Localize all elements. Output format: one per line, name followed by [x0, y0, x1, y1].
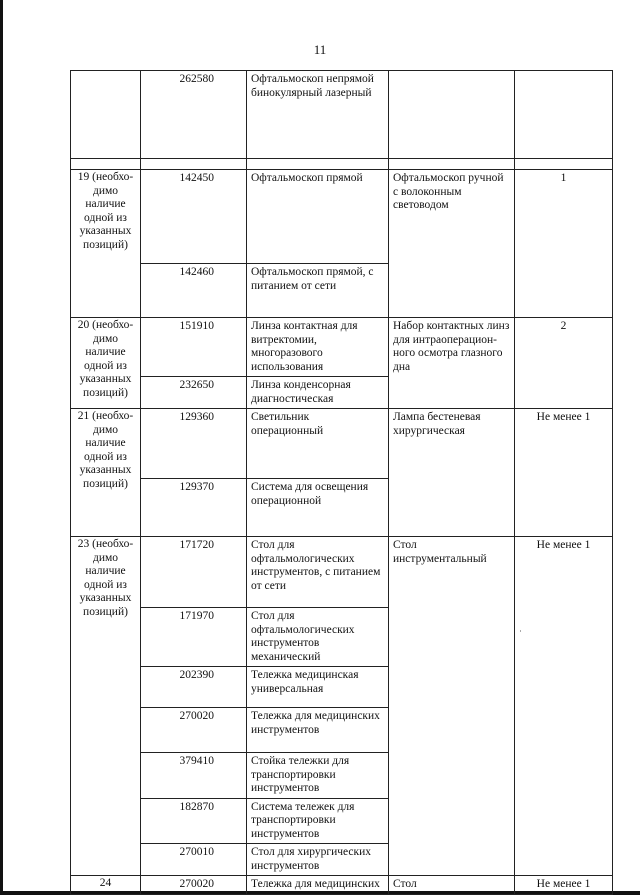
position-number-cell: 24 — [71, 876, 141, 895]
nomenclature-name-cell: Тележка медицинская универсальная — [247, 667, 389, 708]
table-row — [71, 537, 613, 608]
equipment-name-cell: Офтальмоскоп ручной с волоконным световодом — [389, 170, 515, 318]
nomenclature-code-cell: 142450 — [141, 170, 247, 264]
nomenclature-name-cell: Офтальмоскоп прямой — [247, 170, 389, 264]
equipment-name-cell: Лампа бестеневая хирургическая — [389, 409, 515, 537]
nomenclature-code-cell: 232650 — [141, 377, 247, 409]
nomenclature-code-cell: 129370 — [141, 479, 247, 537]
table-container — [70, 70, 612, 890]
equipment-name-cell — [389, 71, 515, 159]
equipment-table — [70, 70, 613, 895]
equipment-name-cell: Набор контактных линз для интраоперацион- ного осмотра глазного дна — [389, 318, 515, 409]
nomenclature-code-cell: 151910 — [141, 318, 247, 377]
nomenclature-code-cell: 270020 — [141, 876, 247, 895]
table-body — [71, 71, 613, 895]
empty-cell — [389, 159, 515, 170]
nomenclature-code-cell: 270020 — [141, 708, 247, 753]
nomenclature-code-cell: 171970 — [141, 608, 247, 667]
position-number-cell — [71, 71, 141, 159]
spacer-row — [71, 159, 613, 170]
equipment-name-cell: Стол инструментальный — [389, 537, 515, 876]
nomenclature-name-cell: Офтальмоскоп прямой, с питанием от сети — [247, 264, 389, 318]
quantity-cell: Не менее 1 — [515, 537, 613, 876]
nomenclature-code-cell: 171720 — [141, 537, 247, 608]
empty-cell — [247, 159, 389, 170]
position-number-cell: 23 (необхо- димо наличие одной из указанных позиций) — [71, 537, 141, 876]
table-row — [71, 876, 613, 895]
nomenclature-name-cell: Офтальмоскоп непрямой бинокулярный лазерный — [247, 71, 389, 159]
page-number: 11 — [313, 42, 327, 57]
nomenclature-name-cell: Стол для офтальмологических инструментов, с питанием от сети — [247, 537, 389, 608]
empty-cell — [515, 159, 613, 170]
nomenclature-code-cell: 202390 — [141, 667, 247, 708]
nomenclature-name-cell: Светильник операционный — [247, 409, 389, 479]
table-row — [71, 318, 613, 377]
empty-cell — [71, 159, 141, 170]
quantity-cell: Не менее 1 — [515, 409, 613, 537]
nomenclature-name-cell: Стол для хирургических инструментов — [247, 844, 389, 876]
position-number-cell: 19 (необхо- димо наличие одной из указанных позиций) — [71, 170, 141, 318]
nomenclature-code-cell: 379410 — [141, 753, 247, 799]
table-row — [71, 71, 613, 159]
table-row — [71, 170, 613, 264]
table-row — [71, 409, 613, 479]
nomenclature-name-cell: Тележка для медицинских — [247, 876, 389, 895]
nomenclature-name-cell: Тележка для медицинских инструментов — [247, 708, 389, 753]
nomenclature-name-cell: Стойка тележки для транспортировки инструментов — [247, 753, 389, 799]
quantity-cell: Не менее 1 — [515, 876, 613, 895]
equipment-name-cell: Стол — [389, 876, 515, 895]
position-number-cell: 20 (необхо- димо наличие одной из указанных позиций) — [71, 318, 141, 409]
position-number-cell: 21 (необхо- димо наличие одной из указанных позиций) — [71, 409, 141, 537]
nomenclature-code-cell: 142460 — [141, 264, 247, 318]
nomenclature-name-cell: Стол для офтальмологических инструментов механический — [247, 608, 389, 667]
nomenclature-code-cell: 182870 — [141, 798, 247, 844]
nomenclature-name-cell: Система тележек для транспортировки инструментов — [247, 798, 389, 844]
nomenclature-code-cell: 262580 — [141, 71, 247, 159]
scan-speck — [520, 630, 521, 632]
quantity-cell: 2 — [515, 318, 613, 409]
nomenclature-name-cell: Линза конденсорная диагностическая — [247, 377, 389, 409]
quantity-cell — [515, 71, 613, 159]
nomenclature-code-cell: 129360 — [141, 409, 247, 479]
scan-left-edge — [0, 0, 3, 895]
quantity-cell: 1 — [515, 170, 613, 318]
nomenclature-code-cell: 270010 — [141, 844, 247, 876]
nomenclature-name-cell: Система для освещения операционной — [247, 479, 389, 537]
nomenclature-name-cell: Линза контактная для витректомии, многоразового использования — [247, 318, 389, 377]
empty-cell — [141, 159, 247, 170]
